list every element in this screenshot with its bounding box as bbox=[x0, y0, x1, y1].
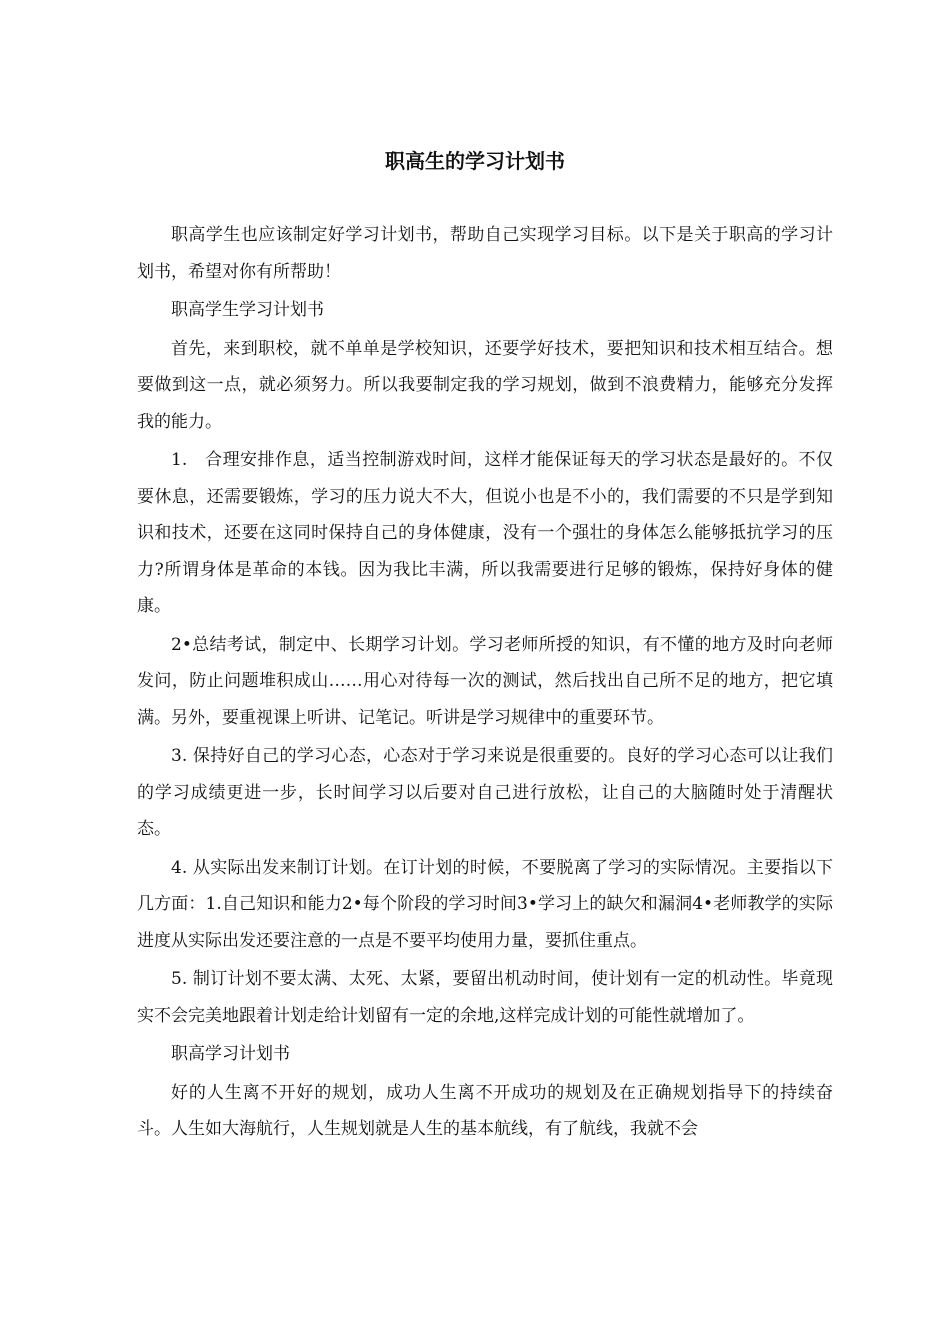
section-heading-2: 职高学习计划书 bbox=[171, 1044, 290, 1064]
paragraph-point-5: 5. 制订计划不要太满、太死、太紧，要留出机动时间，使计划有一定的机动性。毕竟现实不会完美地跟着计划走给计划留有一定的余地,这样完成计划的可能性就增加了。 bbox=[137, 969, 833, 1026]
paragraph-intro: 职高学生也应该制定好学习计划书，帮助自己实现学习目标。以下是关于职高的学习计划书，希望对你有所帮助！ bbox=[137, 225, 833, 282]
paragraph-point-3: 3. 保持好自己的学习心态，心态对于学习来说是很重要的。良好的学习心态可以让我们的学习成绩更进一步，长时间学习以后要对自己进行放松，让自己的大脑随时处于清醒状态。 bbox=[137, 746, 833, 839]
paragraph-point-4: 4. 从实际出发来制订计划。在订计划的时候，不要脱离了学习的实际情况。主要指以下几方面：1.自己知识和能力2•每个阶段的学习时间3•学习上的缺欠和漏洞4•老师教学的实际进度从实际出发还要注意的一点是不要平均使用力量，要抓住重点。 bbox=[137, 857, 833, 951]
paragraph-point-1: 1. 合理安排作息，适当控制游戏时间，这样才能保证每天的学习状态是最好的。不仅要休息，还需要锻炼，学习的压力说大不大，但说小也是不小的，我们需要的不只是学到知识和技术，还要在这同时保持自己的身体健康，没有一个强壮的身体怎么能够抵抗学习的压力?所谓身体是革命的本钱。因为我比丰满，所以我需要进行足够的锻炼，保持好身体的健康。 bbox=[137, 450, 833, 616]
paragraph-first: 首先，来到职校，就不单单是学校知识，还要学好技术，要把知识和技术相互结合。想要做到这一点，就必须努力。所以我要制定我的学习规划，做到不浪费精力，能够充分发挥我的能力。 bbox=[137, 338, 833, 432]
document-body bbox=[137, 217, 833, 1150]
document-title: 职高生的学习计划书 bbox=[385, 149, 565, 173]
paragraph-last: 好的人生离不开好的规划，成功人生离不开成功的规划及在正确规划指导下的持续奋斗。人生如大海航行，人生规划就是人生的基本航线，有了航线，我就不会 bbox=[137, 1082, 833, 1139]
section-heading-1: 职高学生学习计划书 bbox=[171, 300, 324, 320]
paragraph-point-2: 2•总结考试，制定中、长期学习计划。学习老师所授的知识，有不懂的地方及时向老师发问，防止问题堆积成山……用心对待每一次的测试，然后找出自己所不足的地方，把它填满。另外，要重视课上听讲、记笔记。听讲是学习规律中的重要环节。 bbox=[137, 634, 833, 728]
